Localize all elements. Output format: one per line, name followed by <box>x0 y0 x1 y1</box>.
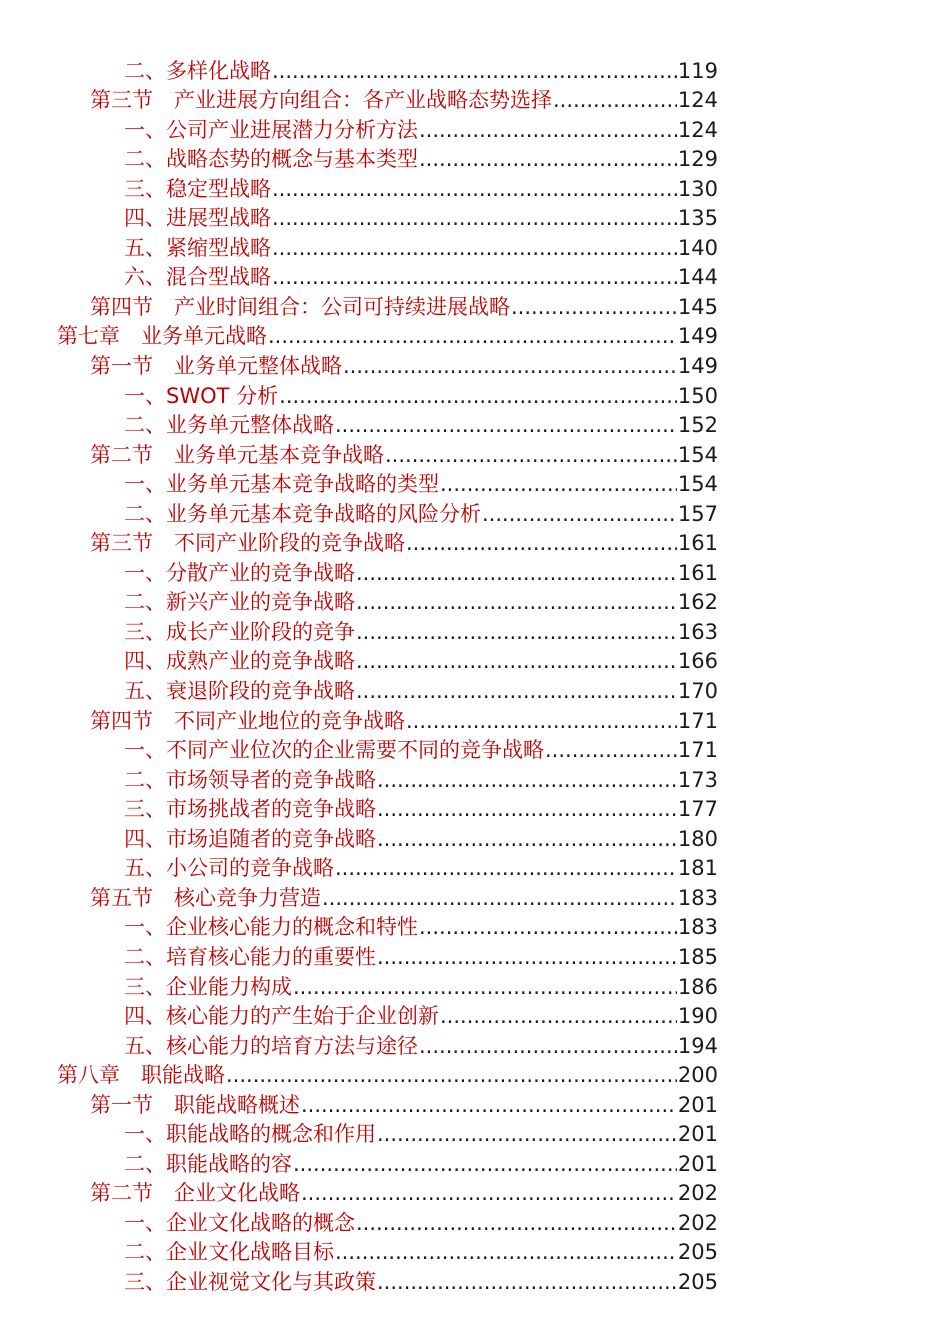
toc-entry-title[interactable]: 第四节 产业时间组合：公司可持续进展战略 <box>90 294 510 319</box>
toc-entry-page-number: 185 <box>677 944 718 969</box>
toc-entry-page-number: 144 <box>677 265 718 290</box>
toc-entry[interactable] <box>0 942 718 972</box>
toc-entry[interactable] <box>0 854 718 884</box>
toc-entry-page-number: 171 <box>677 738 718 763</box>
toc-entry-title[interactable]: 二、培育核心能力的重要性 <box>124 944 376 969</box>
toc-dot-leader <box>377 825 677 854</box>
toc-dot-leader <box>293 1150 677 1179</box>
toc-entry[interactable] <box>0 351 718 381</box>
toc-entry[interactable] <box>0 706 718 736</box>
toc-entry[interactable] <box>0 1208 718 1238</box>
toc-entry-page-number: 161 <box>677 560 718 585</box>
toc-dot-leader <box>356 618 677 647</box>
toc-entry-page-number: 190 <box>677 1004 718 1029</box>
toc-entry[interactable] <box>0 411 718 441</box>
toc-dot-leader <box>226 1061 677 1090</box>
toc-dot-leader <box>356 647 677 676</box>
toc-dot-leader <box>553 86 677 115</box>
toc-entry-page-number: 186 <box>677 974 718 999</box>
toc-entry[interactable] <box>0 972 718 1002</box>
toc-dot-leader <box>322 884 677 913</box>
toc-entry-page-number: 124 <box>677 117 718 142</box>
toc-entry-page-number: 129 <box>677 147 718 172</box>
toc-entry-title[interactable]: 第七章 业务单元战略 <box>57 324 267 349</box>
toc-entry-title[interactable]: 三、成长产业阶段的竞争 <box>124 619 355 644</box>
toc-entry-page-number: 177 <box>677 797 718 822</box>
toc-entry[interactable] <box>0 499 718 529</box>
toc-entry-title[interactable]: 一、分散产业的竞争战略 <box>124 560 355 585</box>
toc-entry[interactable] <box>0 647 718 677</box>
toc-dot-leader <box>335 411 677 440</box>
toc-entry-title[interactable]: 四、市场追随者的竞争战略 <box>124 826 376 851</box>
toc-entry-title[interactable]: 三、企业视觉文化与其政策 <box>124 1269 376 1294</box>
toc-entry-title[interactable]: 一、不同产业位次的企业需要不同的竞争战略 <box>124 738 544 763</box>
toc-entry[interactable] <box>0 1238 718 1268</box>
toc-entry-title[interactable]: 四、核心能力的产生始于企业创新 <box>124 1004 439 1029</box>
toc-entry[interactable] <box>0 204 718 234</box>
toc-entry-page-number: 149 <box>677 354 718 379</box>
toc-dot-leader <box>272 175 677 204</box>
toc-entry-page-number: 180 <box>677 826 718 851</box>
toc-entry-title[interactable]: 二、业务单元基本竞争战略的风险分析 <box>124 501 481 526</box>
toc-entry[interactable] <box>0 913 718 943</box>
toc-entry-page-number: 130 <box>677 176 718 201</box>
toc-entry[interactable] <box>0 145 718 175</box>
toc-entry-title[interactable]: 五、小公司的竞争战略 <box>124 856 334 881</box>
toc-entry[interactable] <box>0 1179 718 1209</box>
toc-dot-leader <box>419 1032 677 1061</box>
toc-entry-title[interactable]: 一、企业核心能力的概念和特性 <box>124 915 418 940</box>
toc-entry[interactable] <box>0 1267 718 1297</box>
toc-entry-title[interactable]: 第一节 业务单元整体战略 <box>90 354 342 379</box>
toc-dot-leader <box>356 1209 677 1238</box>
toc-dot-leader <box>406 529 677 558</box>
toc-entry[interactable] <box>0 1002 718 1032</box>
toc-entry-title[interactable]: 第八章 职能战略 <box>57 1063 225 1088</box>
toc-entry-page-number: 170 <box>677 679 718 704</box>
toc-dot-leader <box>272 204 677 233</box>
toc-entry[interactable] <box>0 588 718 618</box>
toc-entry-page-number: 201 <box>677 1092 718 1117</box>
toc-entry-page-number: 200 <box>677 1063 718 1088</box>
toc-dot-leader <box>377 1268 677 1297</box>
toc-entry-title[interactable]: 第一节 职能战略概述 <box>90 1092 300 1117</box>
toc-dot-leader <box>440 470 677 499</box>
toc-entry-title[interactable]: 三、企业能力构成 <box>124 974 292 999</box>
toc-entry-title[interactable]: 四、进展型战略 <box>124 206 271 231</box>
toc-entry-page-number: 135 <box>677 206 718 231</box>
toc-dot-leader <box>419 116 677 145</box>
toc-entry-page-number: 171 <box>677 708 718 733</box>
toc-entry-page-number: 161 <box>677 531 718 556</box>
toc-dot-leader <box>511 293 677 322</box>
toc-dot-leader <box>356 588 677 617</box>
toc-entry[interactable] <box>0 322 718 352</box>
toc-dot-leader <box>356 559 677 588</box>
toc-entry-page-number: 181 <box>677 856 718 881</box>
toc-entry-page-number: 157 <box>677 501 718 526</box>
toc-entry-page-number: 140 <box>677 235 718 260</box>
toc-entry[interactable] <box>0 824 718 854</box>
toc-entry[interactable] <box>0 1149 718 1179</box>
toc-entry[interactable] <box>0 381 718 411</box>
toc-entry-title[interactable]: 一、职能战略的概念和作用 <box>124 1122 376 1147</box>
toc-entry-page-number: 119 <box>677 58 718 83</box>
toc-entry-title[interactable]: 二、市场领导者的竞争战略 <box>124 767 376 792</box>
toc-entry-title[interactable]: 二、战略态势的概念与基本类型 <box>124 147 418 172</box>
toc-entry-page-number: 154 <box>677 472 718 497</box>
toc-entry-title[interactable]: 二、多样化战略 <box>124 58 271 83</box>
toc-entry[interactable] <box>0 1120 718 1150</box>
toc-entry-page-number: 152 <box>677 413 718 438</box>
toc-entry[interactable] <box>0 795 718 825</box>
toc-dot-leader <box>406 707 677 736</box>
toc-entry-title[interactable]: 第四节 不同产业地位的竞争战略 <box>90 708 405 733</box>
toc-entry[interactable] <box>0 115 718 145</box>
toc-dot-leader <box>272 234 677 263</box>
table-of-contents <box>0 56 950 1297</box>
toc-entry-title[interactable]: 一、公司产业进展潜力分析方法 <box>124 117 418 142</box>
toc-entry-title[interactable]: 二、企业文化战略目标 <box>124 1240 334 1265</box>
toc-entry-page-number: 162 <box>677 590 718 615</box>
toc-dot-leader <box>440 1002 677 1031</box>
toc-entry-page-number: 124 <box>677 88 718 113</box>
toc-dot-leader <box>301 1091 677 1120</box>
toc-entry-title[interactable]: 一、业务单元基本竞争战略的类型 <box>124 472 439 497</box>
toc-entry-title[interactable]: 第二节 企业文化战略 <box>90 1181 300 1206</box>
toc-entry[interactable] <box>0 1031 718 1061</box>
toc-dot-leader <box>419 913 677 942</box>
toc-entry-title[interactable]: 第二节 业务单元基本竞争战略 <box>90 442 384 467</box>
toc-entry-title[interactable]: 六、混合型战略 <box>124 265 271 290</box>
toc-entry-page-number: 194 <box>677 1033 718 1058</box>
toc-entry[interactable] <box>0 617 718 647</box>
toc-entry-page-number: 149 <box>677 324 718 349</box>
toc-dot-leader <box>279 382 677 411</box>
toc-entry-page-number: 201 <box>677 1122 718 1147</box>
toc-entry[interactable] <box>0 1090 718 1120</box>
toc-entry-title[interactable]: 第三节 产业进展方向组合：各产业战略态势选择 <box>90 88 552 113</box>
toc-entry-title[interactable]: 二、业务单元整体战略 <box>124 413 334 438</box>
toc-entry[interactable] <box>0 233 718 263</box>
toc-entry[interactable] <box>0 765 718 795</box>
toc-entry-title[interactable]: 一、企业文化战略的概念 <box>124 1210 355 1235</box>
toc-entry-title[interactable]: 第三节 不同产业阶段的竞争战略 <box>90 531 405 556</box>
toc-entry-title[interactable]: 五、核心能力的培育方法与途径 <box>124 1033 418 1058</box>
toc-entry[interactable] <box>0 292 718 322</box>
toc-dot-leader <box>482 500 677 529</box>
toc-dot-leader <box>545 736 677 765</box>
toc-dot-leader <box>377 766 677 795</box>
toc-entry-page-number: 202 <box>677 1210 718 1235</box>
toc-entry-title[interactable]: 三、稳定型战略 <box>124 176 271 201</box>
toc-entry-title[interactable]: 四、成熟产业的竞争战略 <box>124 649 355 674</box>
toc-entry-page-number: 205 <box>677 1269 718 1294</box>
toc-entry[interactable] <box>0 56 718 86</box>
toc-dot-leader <box>377 795 677 824</box>
toc-dot-leader <box>272 57 677 86</box>
toc-entry[interactable] <box>0 86 718 116</box>
toc-entry-title[interactable]: 第五节 核心竞争力营造 <box>90 885 321 910</box>
toc-dot-leader <box>268 322 677 351</box>
toc-dot-leader <box>301 1179 677 1208</box>
toc-entry[interactable] <box>0 558 718 588</box>
toc-entry[interactable] <box>0 676 718 706</box>
toc-entry-page-number: 201 <box>677 1151 718 1176</box>
toc-entry-page-number: 173 <box>677 767 718 792</box>
toc-entry[interactable] <box>0 883 718 913</box>
toc-entry-page-number: 205 <box>677 1240 718 1265</box>
toc-entry-title[interactable]: 二、职能战略的容 <box>124 1151 292 1176</box>
toc-entry[interactable] <box>0 174 718 204</box>
toc-dot-leader <box>356 677 677 706</box>
toc-dot-leader <box>385 441 677 470</box>
toc-entry-title[interactable]: 五、衰退阶段的竞争战略 <box>124 679 355 704</box>
toc-entry-title[interactable]: 二、新兴产业的竞争战略 <box>124 590 355 615</box>
toc-dot-leader <box>272 263 677 292</box>
toc-entry-title[interactable]: 五、紧缩型战略 <box>124 235 271 260</box>
toc-dot-leader <box>419 145 677 174</box>
toc-entry[interactable] <box>0 263 718 293</box>
toc-entry-title[interactable]: 一、SWOT 分析 <box>124 383 279 408</box>
toc-dot-leader <box>377 943 677 972</box>
toc-entry-title[interactable]: 三、市场挑战者的竞争战略 <box>124 797 376 822</box>
toc-entry-page-number: 166 <box>677 649 718 674</box>
toc-entry-page-number: 154 <box>677 442 718 467</box>
toc-entry[interactable] <box>0 440 718 470</box>
toc-dot-leader <box>377 1120 677 1149</box>
toc-entry[interactable] <box>0 470 718 500</box>
toc-entry[interactable] <box>0 529 718 559</box>
toc-entry[interactable] <box>0 1061 718 1091</box>
toc-entry-page-number: 202 <box>677 1181 718 1206</box>
toc-dot-leader <box>293 973 677 1002</box>
toc-entry-page-number: 183 <box>677 885 718 910</box>
toc-entry-page-number: 183 <box>677 915 718 940</box>
toc-entry-page-number: 150 <box>677 383 718 408</box>
toc-dot-leader <box>343 352 677 381</box>
toc-entry-page-number: 145 <box>677 294 718 319</box>
toc-dot-leader <box>335 1238 677 1267</box>
toc-entry[interactable] <box>0 736 718 766</box>
toc-entry-page-number: 163 <box>677 619 718 644</box>
toc-dot-leader <box>335 854 677 883</box>
